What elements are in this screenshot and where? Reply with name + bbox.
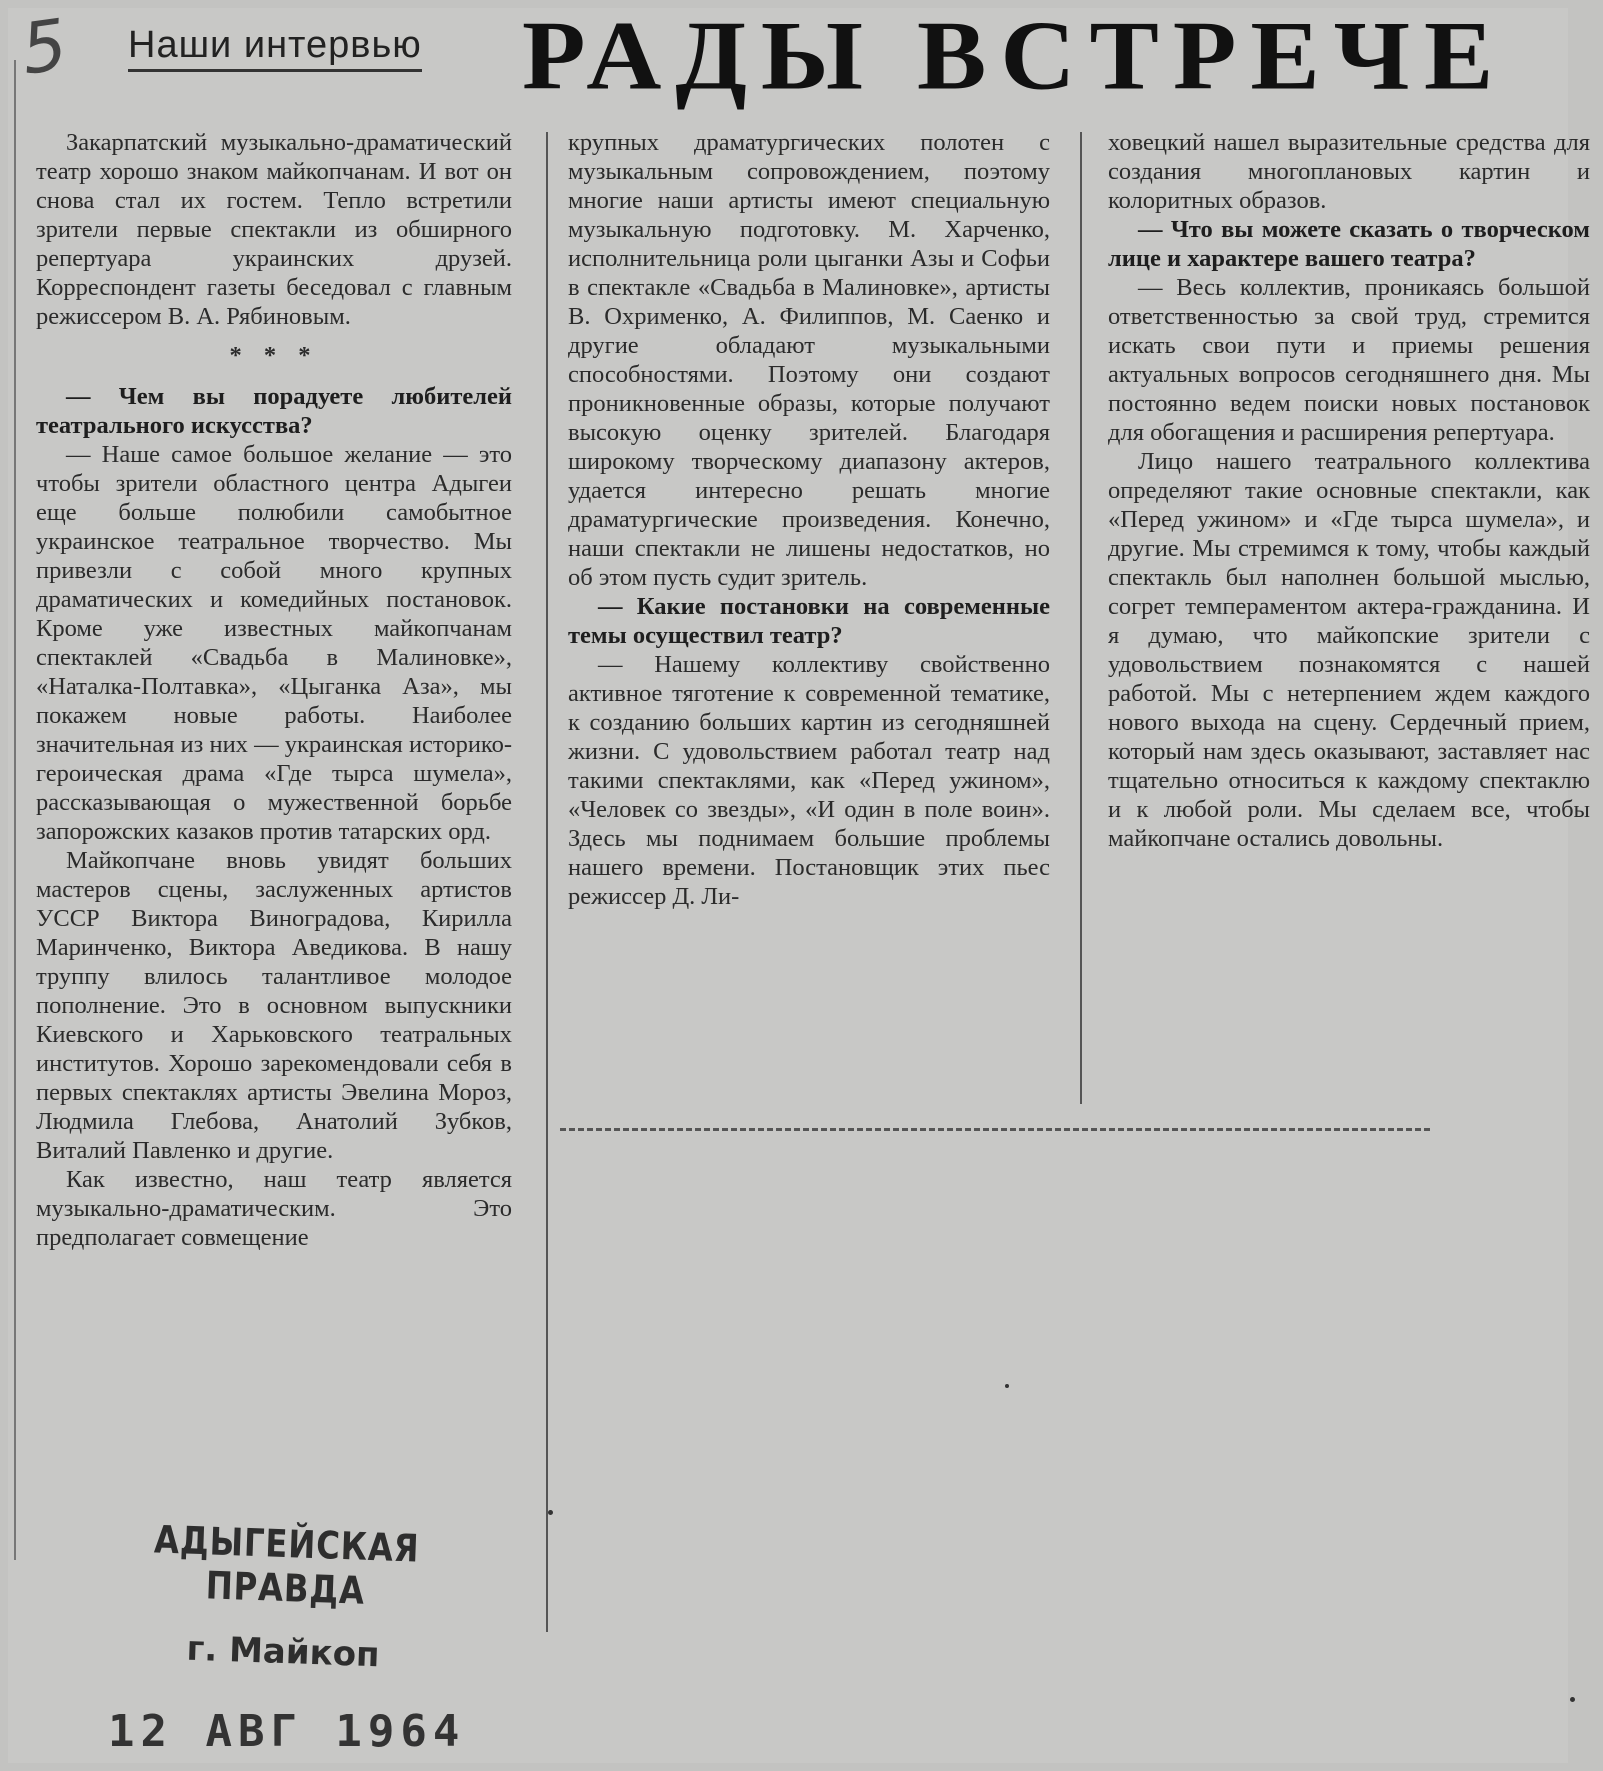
newspaper-stamp [73,1515,498,1680]
answer-3-paragraph-2: Лицо нашего театрального коллектива определяют такие основные спектакли, как «Перед ужином» и «Где тырса шумела», и другие. Мы стремимся к тому, чтобы каждый спектакль был наполнен большой мыслью, согрет темпераментом актера-гражданина. И я думаю, что майкопские зрители с удовольствием познакомятся с нашей работой. Мы с нетерпением ждем каждого нового выхода на сцену. Сердечный прием, который нам здесь оказывают, заставляет нас тщательно относиться к каждому спектаклю и к любой роли. Мы сделаем все, чтобы майкопчане остались довольны. [1108,448,1590,852]
question-1: — Чем вы порадуете любителей театрального искусства? [36,383,512,439]
answer-2: — Нашему коллективу свойственно активное тяготение к современной тематике, к созданию больших картин из сегодняшней жизни. С удовольствием работал театр над такими спектаклями, как «Перед ужином», «Человек со звезды», «И один в поле воин». Здесь мы поднимаем большие проблемы нашего времени. Постановщик этих пьес режиссер Д. Ли- [568,651,1050,910]
question-3: — Что вы можете сказать о творческом лице и характере вашего театра? [1108,216,1590,272]
answer-1-continuation: крупных драматургических полотен с музыкальным сопровождением, поэтому многие наши артисты имеют специальную музыкальную подготовку. М. Харченко, исполнительница роли цыганки Азы и Софьи в спектакле «Свадьба в Малиновке», артисты В. Охрименко, А. Филиппов, М. Саенко и другие обладают музыкальными способностями. Поэтому они создают проникновенные образы, которые получают высокую оценку зрителей. Благодаря широкому творческому диапазону актеров, удается интересно решать многие драматургические произведения. Конечно, наши спектакли не лишены недостатков, но об этом пусть судит зритель. [568,129,1050,591]
article-headline: РАДЫ ВСТРЕЧЕ [522,0,1508,111]
stamp-newspaper-name: АДЫГЕЙСКАЯ ПРАВДА [153,1517,421,1613]
intro-paragraph: Закарпатский музыкально-драматический театр хорошо знаком майкопчанам. И вот он снова стал их гостем. Тепло встретили зрители первые спектакли из обширного репертуара украинских друзей. Корреспондент газеты беседовал с главным режиссером В. А. Рябиновым. [36,129,512,330]
section-separator: * * * [229,342,319,369]
question-2: — Какие постановки на современные темы осуществил театр? [568,593,1050,649]
article-end-rule [560,1128,1430,1131]
date-stamp: 12 АВГ 1964 [108,1706,466,1757]
answer-3: — Весь коллектив, проникаясь большой ответственностью за свой труд, стремится искать свои пути и приемы решения актуальных вопросов сегодняшнего дня. Мы постоянно ведем поиски новых постановок для обогащения и расширения репертуара. [1108,274,1590,446]
answer-1-paragraph-2: Майкопчане вновь увидят больших мастеров сцены, заслуженных артистов УССР Виктора Виноградова, Кирилла Маринченко, Виктора Аведикова. В нашу труппу влилось талантливое молодое пополнение. Это в основном выпускники Киевского и Харьковского театральных институтов. Хорошо зарекомендовали себя в первых спектаклях артисты Эвелина Мороз, Людмила Глебова, Анатолий Зубков, Виталий Павленко и другие. [36,847,512,1164]
answer-2-continuation: ховецкий нашел выразительные средства для создания многоплановых картин и колоритных образов. [1108,129,1590,214]
article-column-2 [568,128,1050,911]
ink-speck [1005,1384,1009,1388]
ink-speck [1570,1697,1575,1702]
column-divider-2 [1080,132,1082,1104]
ink-speck [548,1510,553,1515]
answer-1-paragraph-3: Как известно, наш театр является музыкально-драматическим. Это предполагает совмещение [36,1166,512,1251]
handwritten-page-number: 5 [16,3,73,91]
stamp-city: г. Майкоп [185,1628,381,1676]
article-column-1 [36,128,512,1252]
left-edge-rule [14,60,16,1560]
section-rubric: Наши интервью [128,24,422,72]
article-column-3 [1108,128,1590,853]
column-divider-1 [546,132,548,1632]
answer-1: — Наше самое большое желание — это чтобы зрители областного центра Адыгеи еще больше полюбили самобытное украинское театральное творчество. Мы привезли с собой много крупных драматических и комедийных постановок. Кроме уже известных майкопчанам спектаклей «Свадьба в Малиновке», «Наталка-Полтавка», «Цыганка Аза», мы покажем новые работы. Наиболее значительная из них — украинская историко-героическая драма «Где тырса шумела», рассказывающая о мужественной борьбе запорожских казаков против татарских орд. [36,441,512,845]
